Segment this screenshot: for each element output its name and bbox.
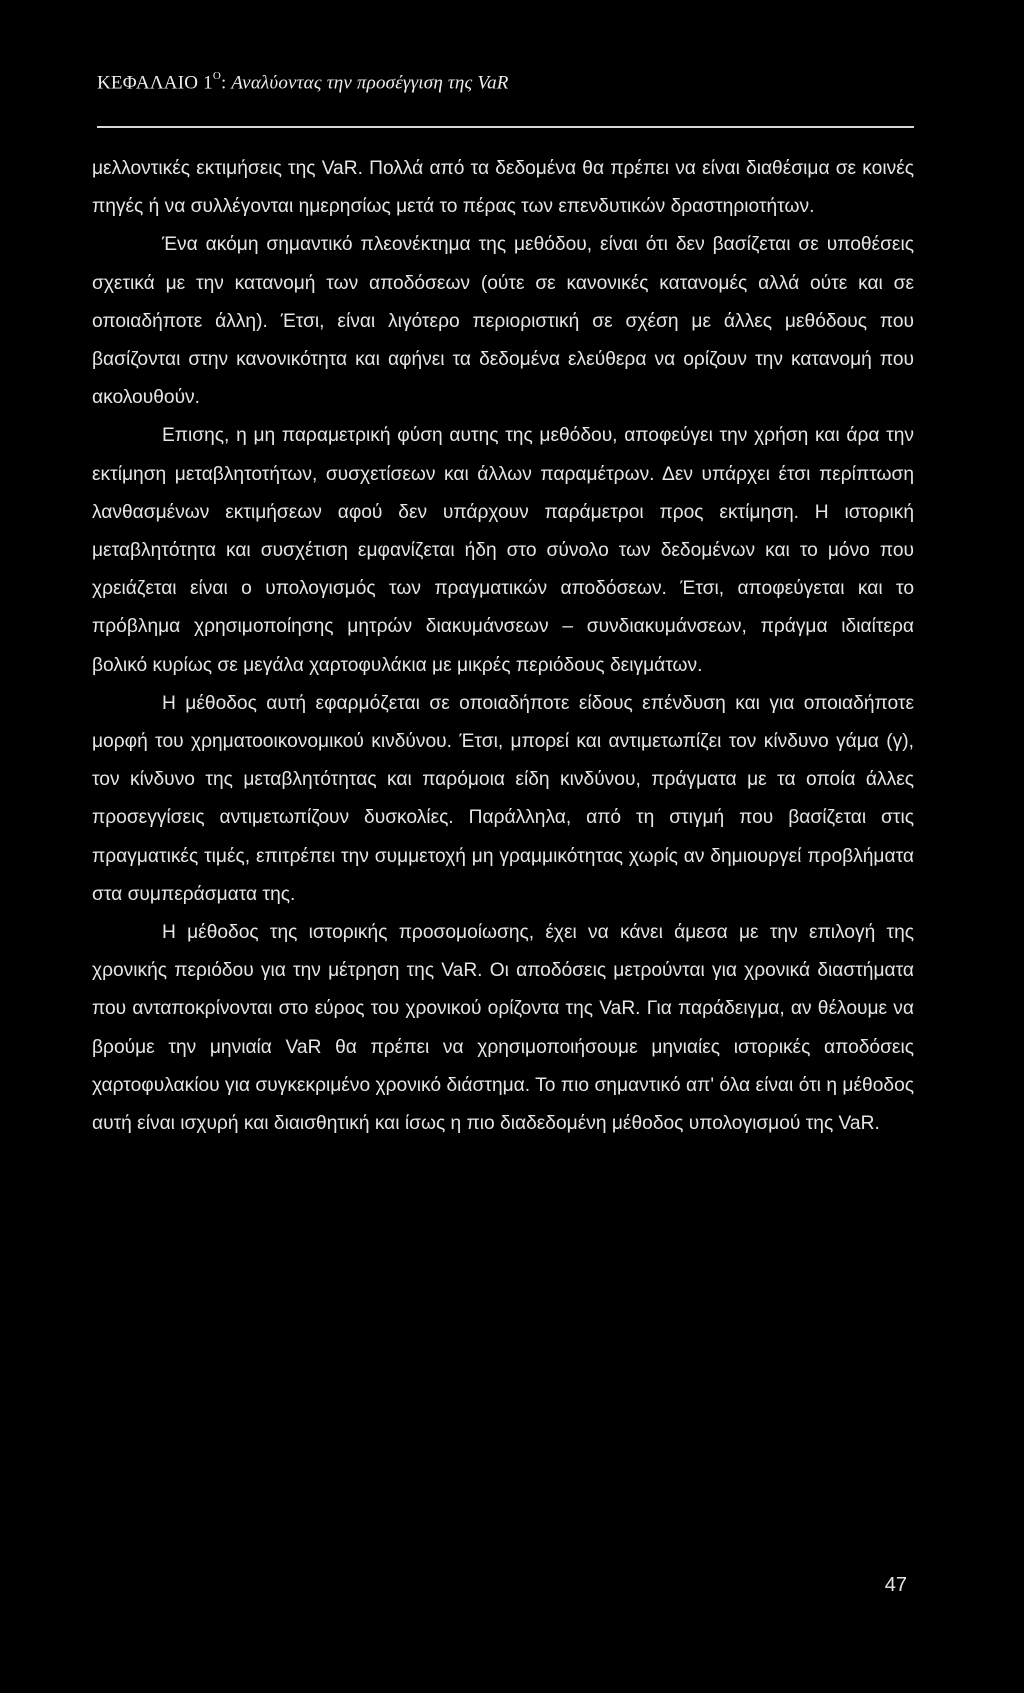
- chapter-label: ΚΕΦΑΛΑΙΟ 1: [97, 72, 213, 94]
- body-text: [92, 150, 914, 1143]
- running-header: [97, 72, 914, 94]
- header-separator: :: [220, 72, 232, 94]
- chapter-superscript: Ο: [212, 70, 221, 82]
- paragraph-continuation: μελλοντικές εκτιμήσεις της VaR. Πολλά από τα δεδομένα θα πρέπει να είναι διαθέσιμα σε κοινές πηγές ή να συλλέγονται ημερησίως μετά το πέρας των επενδυτικών δραστηριοτήτων.: [92, 158, 914, 218]
- chapter-subtitle: Αναλύοντας την προσέγγιση της VaR: [231, 72, 509, 94]
- paragraph: Η μέθοδος αυτή εφαρμόζεται σε οποιαδήποτε είδους επένδυση και για οποιαδήποτε μορφή του χρηματοοικονομικού κινδύνου. Έτσι, μπορεί και αντιμετωπίζει τον κίνδυνο γάμα (γ), τον κίνδυνο της μεταβλητότητας και παρόμοια είδη κινδύνου, πράγματα με τα οποία άλλες προσεγγίσεις αντιμετωπίζουν δυσκολίες. Παράλληλα, από τη στιγμή που βασίζεται στις πραγματικές τιμές, επιτρέπει την συμμετοχή μη γραμμικότητας χωρίς αν δημιουργεί προβλήματα στα συμπεράσματα της.: [92, 692, 914, 905]
- paragraph: Επισης, η μη παραμετρική φύση αυτης της μεθόδου, αποφεύγει την χρήση και άρα την εκτίμηση μεταβλητοτήτων, συσχετίσεων και άλλων παραμέτρων. Δεν υπάρχει έτσι περίπτωση λανθασμένων εκτιμήσεων αφού δεν υπάρχουν παράμετροι προς εκτίμηση. Η ιστορική μεταβλητότητα και συσχέτιση εμφανίζεται ήδη στο σύνολο των δεδομένων και το μόνο που χρειάζεται είναι ο υπολογισμός των πραγματικών αποδόσεων. Έτσι, αποφεύγεται και το πρόβλημα χρησιμοποίησης μητρών διακυμάνσεων – συνδιακυμάνσεων, πράγμα ιδιαίτερα βολικό κυρίως σε μεγάλα χαρτοφυλάκια με μικρές περιόδους δειγμάτων.: [92, 425, 914, 676]
- header-rule: [97, 126, 914, 128]
- paragraph: Ένα ακόμη σημαντικό πλεονέκτημα της μεθόδου, είναι ότι δεν βασίζεται σε υποθέσεις σχετικά με την κατανομή των αποδόσεων (ούτε σε κανονικές κατανομές αλλά ούτε και σε οποιαδήποτε άλλη). Έτσι, είναι λιγότερο περιοριστική σε σχέση με άλλες μεθόδους που βασίζονται στην κανονικότητα και αφήνει τα δεδομένα ελεύθερα να ορίζουν την κατανομή που ακολουθούν.: [92, 234, 914, 409]
- page-number: 47: [884, 1574, 907, 1596]
- paragraph: Η μέθοδος της ιστορικής προσομοίωσης, έχει να κάνει άμεσα με την επιλογή της χρονικής περιόδου για την μέτρηση της VaR. Οι αποδόσεις μετρούνται για χρονικά διαστήματα που ανταποκρίνονται στο εύρος του χρονικού ορίζοντα της VaR. Για παράδειγμα, αν θέλουμε να βρούμε την μηνιαία VaR θα πρέπει να χρησιμοποιήσουμε μηνιαίες ιστορικές αποδόσεις χαρτοφυλακίου για συγκεκριμένο χρονικό διάστημα. Το πιο σημαντικό απ' όλα είναι ότι η μέθοδος αυτή είναι ισχυρή και διαισθητική και ίσως η πιο διαδεδομένη μέθοδος υπολογισμού της VaR.: [92, 922, 914, 1135]
